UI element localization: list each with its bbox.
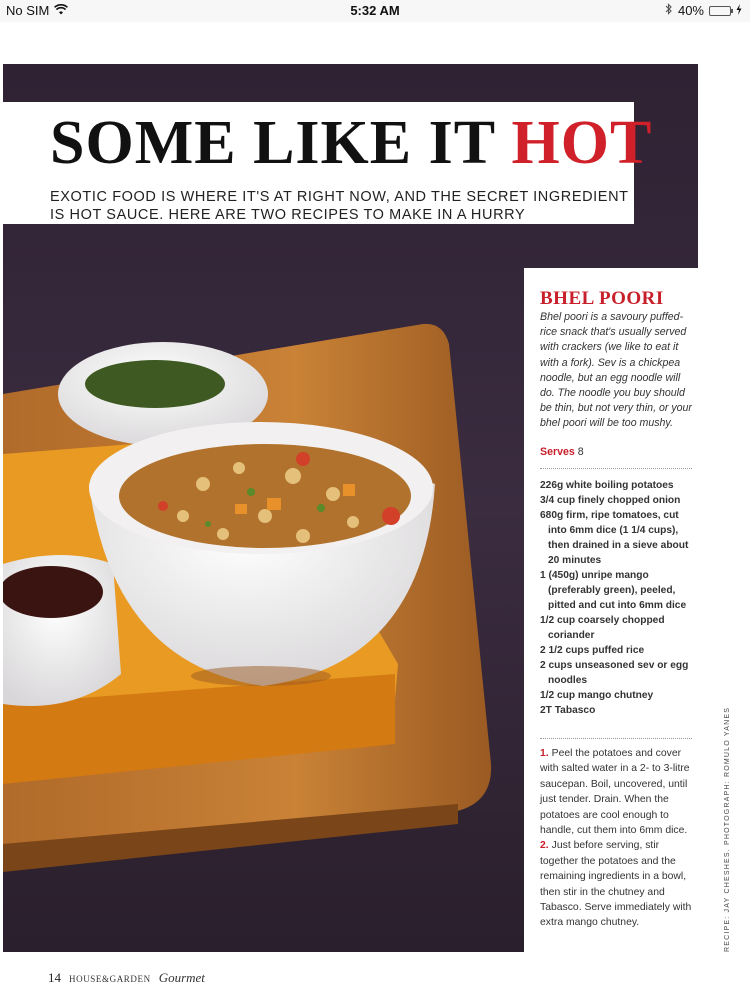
headline-accent: HOT bbox=[511, 109, 653, 177]
serves-line bbox=[540, 446, 584, 458]
carrier-label: No SIM bbox=[6, 3, 50, 18]
recipe-intro: Bhel poori is a savoury puffed-rice snack that's usually served with crackers (we like to eat it with a fork). Sev is a chickpea noodle, but an egg noodle will do. The noodle you buy should be thin, but not very thin, or your bhel poori will be too mushy. bbox=[540, 311, 692, 430]
ingredient-item: 1/2 cup coarsely chopped coriander bbox=[540, 615, 665, 641]
clock: 5:32 AM bbox=[350, 3, 400, 18]
method-steps bbox=[540, 746, 696, 931]
serves-value: 8 bbox=[577, 446, 584, 458]
step-number: 2. bbox=[540, 840, 549, 852]
ingredient-item: 2T Tabasco bbox=[540, 705, 596, 716]
magazine-script-logo: Gourmet bbox=[158, 970, 205, 985]
battery-percent: 40% bbox=[677, 3, 704, 18]
magazine-page[interactable] bbox=[0, 22, 750, 1000]
article-deck: EXOTIC FOOD IS WHERE IT'S AT RIGHT NOW, AND THE SECRET INGREDIENT IS HOT SAUCE. HERE ARE TWO RECIPES TO MAKE IN A HURRY bbox=[50, 189, 629, 223]
ingredient-item: 226g white boiling potatoes bbox=[540, 480, 674, 491]
divider-ingredients bbox=[540, 468, 692, 469]
recipe-title: BHEL POORI bbox=[540, 288, 664, 309]
ingredient-item: 1/2 cup mango chutney bbox=[540, 690, 654, 701]
status-bar bbox=[0, 0, 750, 22]
ingredient-item: 3/4 cup finely chopped onion bbox=[540, 495, 681, 506]
battery-icon bbox=[709, 6, 731, 16]
page-folio bbox=[48, 970, 205, 986]
title-block bbox=[3, 102, 653, 224]
divider-method bbox=[540, 738, 692, 739]
photo-credit bbox=[724, 706, 736, 952]
step-number: 1. bbox=[540, 748, 549, 759]
ingredient-list bbox=[540, 478, 696, 718]
ingredient-item: 2 cups unseasoned sev or egg noodles bbox=[540, 660, 689, 686]
charging-icon bbox=[736, 3, 742, 18]
method-step bbox=[540, 746, 696, 838]
step-text: Just before serving, stir together the potatoes and the remaining ingredients in a bowl, then stir in the chutney and Tabasco. Serve immediately with extra mango chutney. bbox=[540, 840, 692, 929]
status-right bbox=[665, 3, 742, 18]
serves-label: Serves bbox=[540, 446, 575, 458]
bluetooth-icon bbox=[665, 3, 673, 18]
ingredient-item: 1 (450g) unripe mango (preferably green), peeled, pitted and cut into 6mm dice bbox=[540, 570, 687, 611]
credit-text: RECIPE: JAY CHESHES. PHOTOGRAPH: ROMULO YANES bbox=[724, 706, 731, 952]
ingredient-item: 2 1/2 cups puffed rice bbox=[540, 645, 645, 656]
ingredient-item: 680g firm, ripe tomatoes, cut into 6mm dice (1 1/4 cups), then drained in a sieve about 20 minutes bbox=[540, 510, 689, 566]
page-number: 14 bbox=[48, 970, 61, 985]
headline-main: SOME LIKE IT bbox=[50, 109, 496, 177]
recipe-sidebar bbox=[524, 268, 698, 958]
headline bbox=[50, 109, 653, 177]
step-text: Peel the potatoes and cover with salted water in a 2- to 3-litre saucepan. Boil, uncovered, until just tender. Drain. When the potatoes are cool enough to handle, cut them into 6mm dice. bbox=[540, 748, 690, 837]
magazine-name: HOUSE&GARDEN bbox=[69, 974, 151, 984]
method-step bbox=[540, 838, 696, 930]
